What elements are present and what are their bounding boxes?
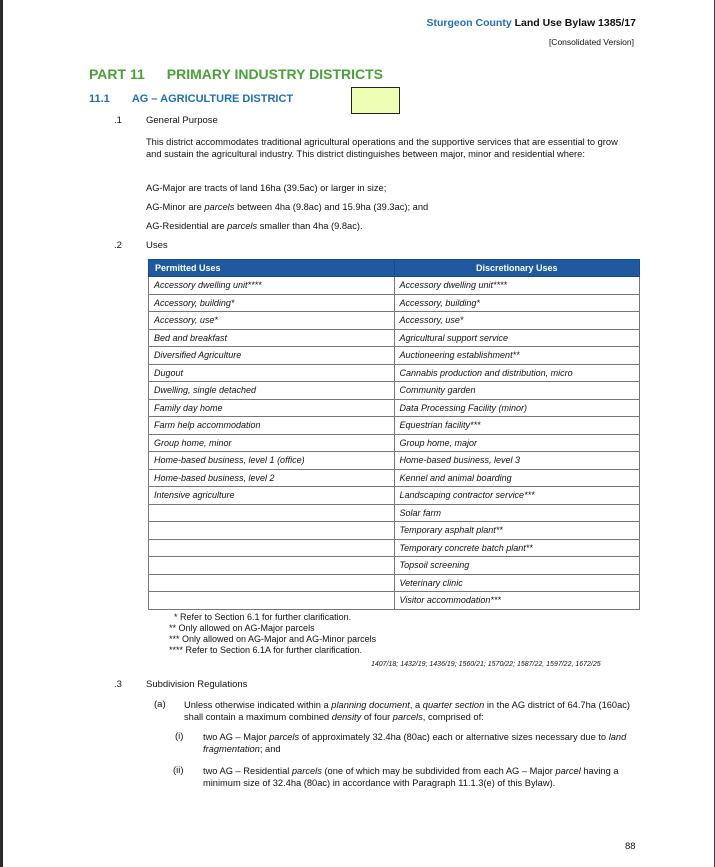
discretionary-use-cell: Community garden [394,382,640,400]
subsection-1-label: General Purpose [146,115,218,126]
permitted-use-cell: Dugout [149,364,395,382]
discretionary-use-cell: Cannabis production and distribution, micro [394,364,640,382]
table-row [149,277,640,295]
clause-a-text: Unless otherwise indicated within a planning document, a quarter section in the AG district of 64.7ha (160ac) shall contain a maximum combined density of four parcels, comprised of: [184,700,631,722]
discretionary-use-cell: Landscaping contractor service*** [394,487,640,505]
table-row [149,417,640,435]
discretionary-use-cell: Home-based business, level 3 [394,452,640,470]
table-row [149,522,640,540]
discretionary-use-cell: Kennel and animal boarding [394,469,640,487]
table-row [149,364,640,382]
table-row [149,329,640,347]
permitted-use-cell: Dwelling, single detached [149,382,395,400]
clause-i-text: two AG – Major parcels of approximately 32.4ha (80ac) each or alternative sizes necessary due to land fragmentation; and [203,732,627,754]
clause-ii-text: two AG – Residential parcels (one of which may be subdivided from each AG – Major parcel having a minimum size of 32.4ha (80ac) in accordance with Paragraph 11.1.3(e) of this Bylaw). [203,766,619,788]
clause-a-number: (a) [154,699,166,710]
table-footnotes [169,612,376,656]
footnote-3: *** Only allowed on AG-Major and AG-Minor parcels [169,634,377,644]
footnote-4: **** Refer to Section 6.1A for further clarification. [169,645,363,655]
table-row [149,539,640,557]
section-number: 11.1 [89,93,110,105]
discretionary-use-cell: Equestrian facility*** [394,417,640,435]
subsection-3-label: Subdivision Regulations [146,679,248,690]
subsection-2-number: .2 [114,240,122,251]
permitted-use-cell: Home-based business, level 2 [149,469,395,487]
table-row [149,294,640,312]
table-row [149,504,640,522]
subsection-3-number: .3 [114,679,122,690]
uses-table [148,259,640,610]
amendment-references: 1407/18; 1432/19; 1436/19; 1560/21; 1570/22; 1587/22, 1597/22, 1672/25 [371,661,601,668]
discretionary-use-cell: Data Processing Facility (minor) [394,399,640,417]
ag-minor-definition: AG-Minor are parcels between 4ha (9.8ac) and 15.9ha (39.3ac); and [146,202,429,212]
permitted-use-cell: Group home, minor [149,434,395,452]
part-title: PRIMARY INDUSTRY DISTRICTS [166,66,384,82]
discretionary-use-cell: Accessory, building* [394,294,640,312]
permitted-use-cell: Family day home [149,399,395,417]
discretionary-use-cell: Accessory, use* [394,312,640,330]
permitted-use-cell: Accessory, use* [149,312,395,330]
discretionary-use-cell: Group home, major [394,434,640,452]
uses-table-body [149,277,640,610]
section-heading [89,93,293,105]
part-number: PART 11 [89,66,145,82]
discretionary-use-cell: Topsoil screening [394,557,640,575]
discretionary-use-cell: Accessory dwelling unit**** [394,277,640,295]
permitted-use-cell: Accessory dwelling unit**** [149,277,395,295]
permitted-uses-header: Permitted Uses [149,260,395,277]
clause-i-number: (i) [175,731,184,742]
discretionary-use-cell: Auctioneering establishment** [394,347,640,365]
discretionary-use-cell: Temporary concrete batch plant** [394,539,640,557]
permitted-use-cell [149,574,395,592]
table-row [149,347,640,365]
table-row [149,557,640,575]
permitted-use-cell: Farm help accommodation [149,417,395,435]
general-purpose-intro: This district accommodates traditional agricultural operations and the supportive services that are essential to grow and sustain the agricultural industry. This district distinguishes between major, minor and residential where: [146,137,618,159]
permitted-use-cell: Bed and breakfast [149,329,395,347]
discretionary-use-cell: Solar farm [394,504,640,522]
running-header [427,17,637,29]
table-row [149,452,640,470]
permitted-use-cell: Accessory, building* [149,294,395,312]
permitted-use-cell [149,557,395,575]
discretionary-use-cell: Temporary asphalt plant** [394,522,640,540]
permitted-use-cell: Intensive agriculture [149,487,395,505]
permitted-use-cell: Home-based business, level 1 (office) [149,452,395,470]
subsection-2-label: Uses [146,240,168,251]
section-title: AG – AGRICULTURE DISTRICT [131,93,294,105]
table-row [149,592,640,610]
table-row [149,382,640,400]
header-doc: Land Use Bylaw 1385/17 [514,17,636,29]
permitted-use-cell: Diversified Agriculture [149,347,395,365]
table-row [149,487,640,505]
header-version: [Consolidated Version] [548,37,634,47]
ag-residential-definition: AG-Residential are parcels smaller than 4ha (9.8ac). [146,221,363,231]
table-row [149,574,640,592]
permitted-use-cell [149,522,395,540]
footnote-1: * Refer to Section 6.1 for further clarification. [174,612,352,622]
table-row [149,469,640,487]
discretionary-use-cell: Veterinary clinic [394,574,640,592]
part-heading [89,66,383,82]
permitted-use-cell [149,539,395,557]
discretionary-use-cell: Agricultural support service [394,329,640,347]
table-row [149,434,640,452]
discretionary-uses-header: Discretionary Uses [394,260,640,277]
table-row [149,312,640,330]
subsection-1-number: .1 [114,115,122,126]
ag-major-definition: AG-Major are tracts of land 16ha (39.5ac) or larger in size; [146,183,387,193]
permitted-use-cell [149,504,395,522]
highlight-box [351,87,400,114]
footnote-2: ** Only allowed on AG-Major parcels [169,623,315,633]
header-org: Sturgeon County [426,17,512,29]
permitted-use-cell [149,592,395,610]
discretionary-use-cell: Visitor accommodation*** [394,592,640,610]
uses-table-header [149,260,640,277]
page-number: 88 [625,841,636,852]
table-row [149,399,640,417]
clause-ii-number: (ii) [173,765,184,776]
